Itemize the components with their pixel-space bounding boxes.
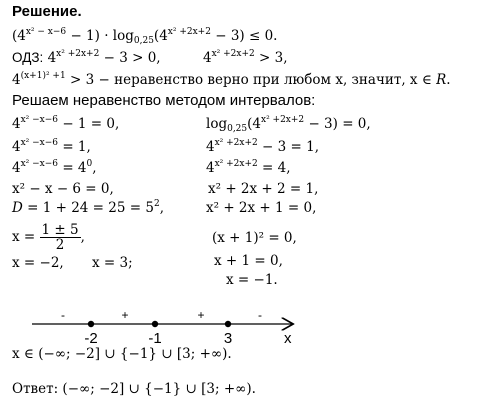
step-part: (4 (247, 116, 261, 132)
closed-point (225, 321, 231, 327)
odz-line-part2 (203, 50, 288, 66)
problem-part: − 1) · log (66, 28, 134, 44)
odz-exponent: x² +2x+2 (56, 49, 100, 59)
left-step-4: x² − x − 6 = 0, (12, 181, 114, 197)
left-step-1 (12, 116, 119, 132)
right-step-6: (x + 1)² = 0, (212, 230, 297, 246)
odz-part: 4 (203, 50, 212, 66)
step-part: 4 (12, 116, 21, 132)
step-part: 4 (12, 160, 21, 176)
interval-sign: - (61, 308, 65, 322)
discriminant-symbol: D (12, 200, 23, 216)
odz-line (12, 50, 161, 66)
solution-set: x ∈ (−∞; −2] ∪ {−1} ∪ [3; +∞). (12, 346, 232, 362)
step-part: x = (12, 229, 40, 245)
method-line: Решаем неравенство методом интервалов: (12, 92, 316, 109)
log-base: 0,25 (133, 36, 154, 46)
axis-label: x (284, 330, 292, 347)
odz-part: 4 (47, 50, 57, 66)
fraction-numerator: 1 ± 5 (41, 222, 79, 238)
step-part: , (92, 160, 97, 176)
step-exponent: x² +2x+2 (214, 138, 258, 148)
odz-part: > 3, (254, 50, 288, 66)
number-line (0, 300, 484, 348)
step-part: log (206, 116, 228, 132)
step-exponent: x² −x−6 (20, 159, 59, 169)
step-part: 4 (206, 160, 215, 176)
step-part: − 1 = 0, (58, 116, 120, 132)
odz-part: . (446, 72, 451, 88)
problem-part: − 3) ≤ 0. (210, 28, 278, 44)
odz-label: ОДЗ: (12, 50, 44, 65)
answer-line: Ответ: (−∞; −2] ∪ {−1} ∪ [3; +∞). (12, 381, 256, 397)
left-step-5 (12, 200, 164, 216)
odz-part: 4 (12, 72, 21, 88)
left-step-6 (12, 222, 85, 252)
step-part: , (159, 200, 164, 216)
log-base: 0,25 (227, 124, 248, 134)
step-part: − 3 = 1, (257, 139, 320, 155)
step-exponent: 0 (86, 159, 93, 169)
left-step-7a: x = −2, (12, 255, 64, 271)
point-label: -1 (148, 330, 162, 347)
problem-inequality (12, 28, 277, 44)
step-exponent: 2 (153, 199, 160, 209)
step-exponent: x² −x−6 (20, 138, 59, 148)
interval-sign: - (258, 308, 262, 322)
right-step-3 (206, 160, 291, 176)
odz-conclusion (12, 72, 451, 88)
odz-part: − 3 > 0, (99, 50, 161, 66)
problem-exponent: x² +2x+2 (167, 27, 211, 37)
step-part: , (80, 229, 85, 245)
odz-part: > 3 − неравенство верно при любом x, значит, x ∈ (65, 72, 437, 88)
problem-part: (4 (153, 28, 168, 44)
step-part: = 4, (257, 160, 291, 176)
left-step-7b: x = 3; (92, 255, 133, 271)
step-part: = 1 + 24 = 25 = 5 (22, 200, 154, 216)
right-step-2 (206, 139, 319, 155)
step-part: 4 (206, 139, 215, 155)
roots-fraction (40, 223, 81, 252)
problem-part: (4 (12, 28, 26, 44)
step-part: = 4 (58, 160, 87, 176)
right-step-7: x + 1 = 0, (214, 253, 283, 269)
right-step-1 (206, 116, 371, 132)
right-step-8: x = −1. (226, 272, 278, 288)
left-step-2 (12, 139, 91, 155)
point-label: 3 (223, 330, 233, 347)
step-exponent: x² +2x+2 (261, 115, 305, 125)
problem-exponent: x² − x−6 (25, 27, 67, 37)
left-step-3 (12, 160, 97, 176)
odz-exponent: x² +2x+2 (211, 49, 255, 59)
interval-sign: + (121, 308, 129, 322)
step-part: − 3) = 0, (304, 116, 371, 132)
point-label: -2 (84, 330, 98, 347)
interval-sign: + (197, 308, 205, 322)
closed-point (88, 321, 94, 327)
right-step-5: x² + 2x + 1 = 0, (206, 200, 317, 216)
step-part: = 1, (58, 139, 91, 155)
step-part: 4 (12, 139, 21, 155)
odz-exponent: (x+1)² +1 (20, 71, 66, 81)
step-exponent: x² +2x+2 (214, 159, 258, 169)
step-exponent: x² −x−6 (20, 115, 59, 125)
solution-heading: Решение. (12, 3, 82, 20)
right-step-4: x² + 2x + 2 = 1, (208, 181, 319, 197)
closed-point (152, 321, 158, 327)
fraction-denominator: 2 (55, 237, 65, 253)
real-set-symbol: R (436, 72, 447, 88)
